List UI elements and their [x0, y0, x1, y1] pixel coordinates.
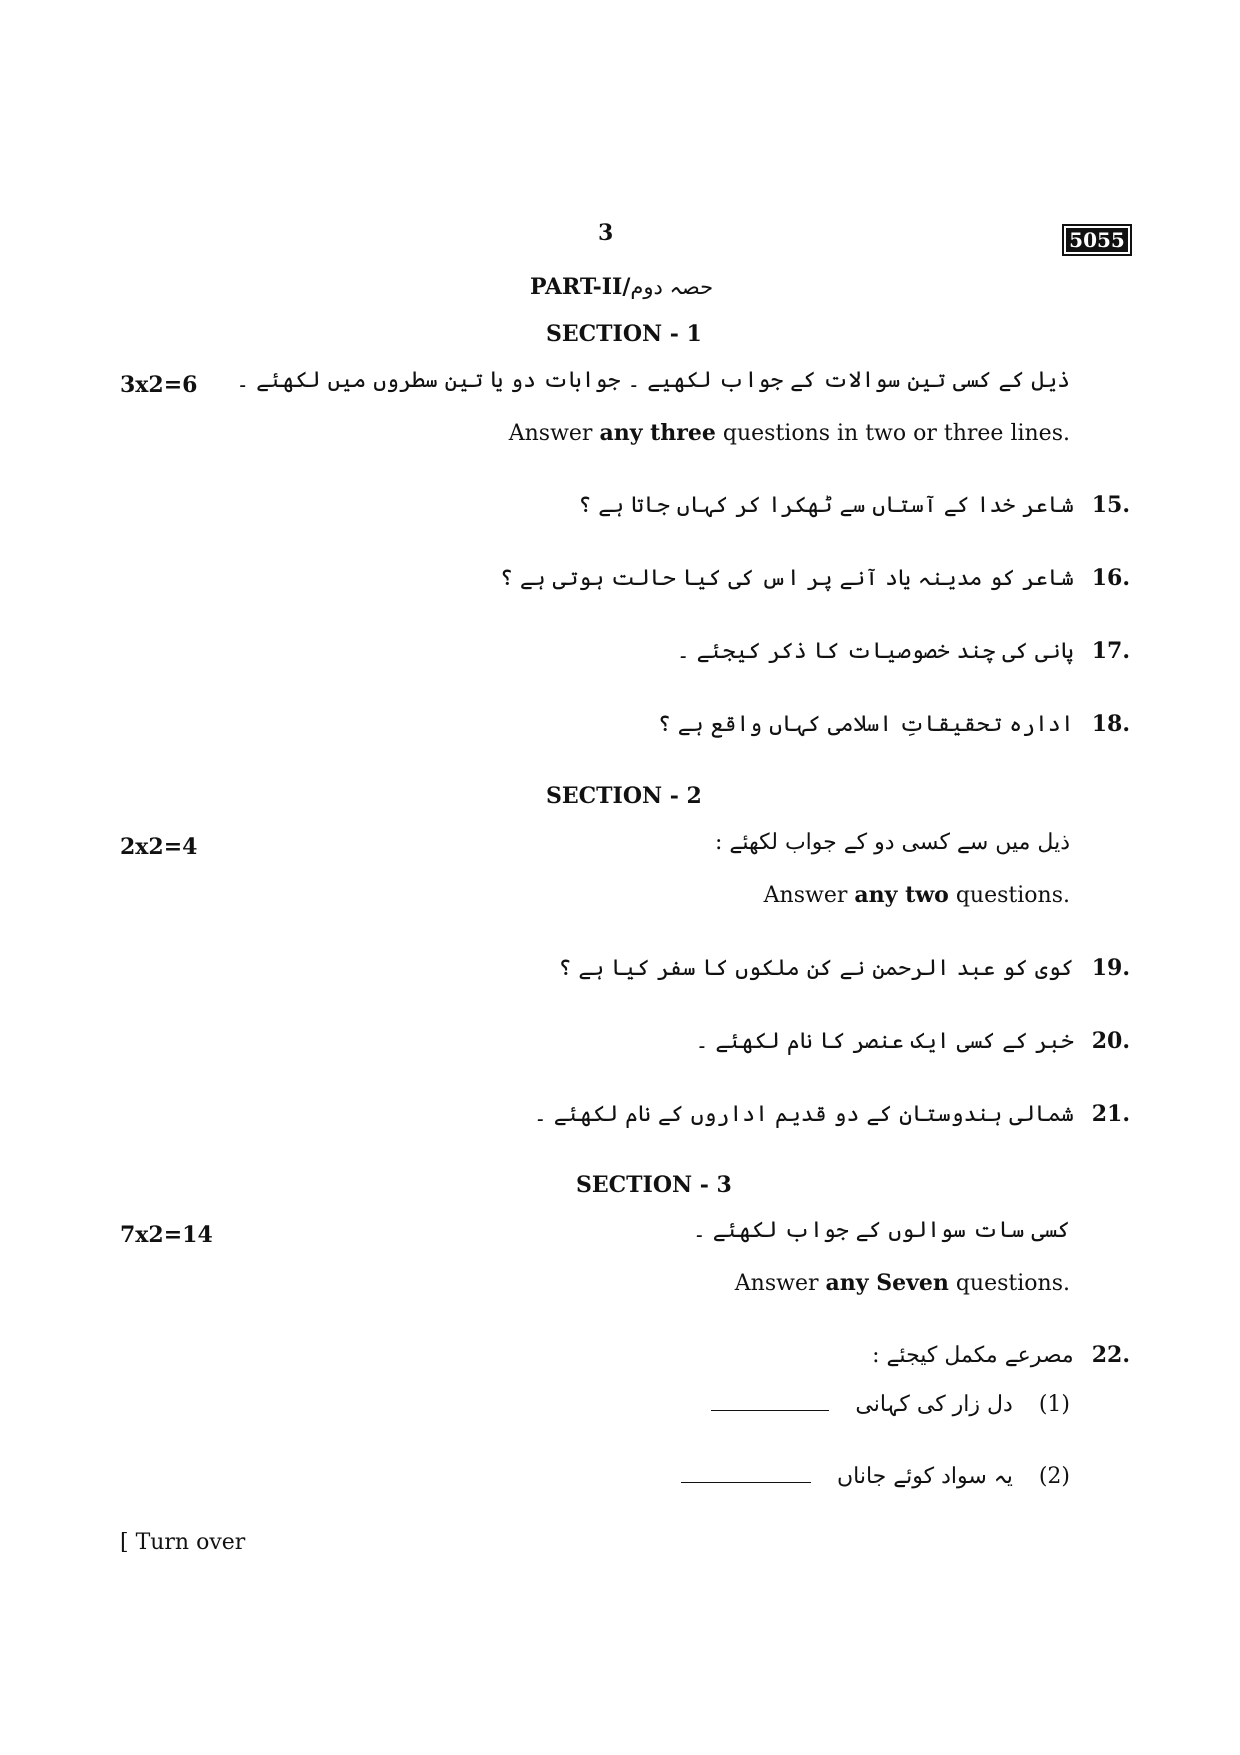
part-label-en: PART-II/ [530, 274, 631, 300]
question-number: 15. [1091, 492, 1130, 518]
instr-bold: any Seven [825, 1270, 949, 1296]
question-number: 19. [1091, 955, 1130, 981]
instr-pre: Answer [734, 1271, 826, 1296]
sub-question-1 [711, 1392, 1070, 1417]
question-19 [559, 955, 1131, 981]
section-3-marks: 7x2=14 [120, 1222, 213, 1248]
question-20 [696, 1028, 1131, 1054]
part-title [530, 274, 713, 300]
question-16 [500, 565, 1130, 591]
section-1-marks: 3x2=6 [120, 372, 198, 398]
section-2-instruction-ur: ذیل میں سے کسی دو کے جواب لکھئے : [715, 830, 1070, 855]
instr-post: questions in two or three lines. [715, 421, 1070, 446]
section-3-instruction-en [735, 1270, 1070, 1296]
part-label-ur: حصہ دوم [630, 275, 714, 299]
question-15 [578, 492, 1130, 518]
instr-bold: any two [854, 882, 949, 908]
question-text: خبر کے کسی ایک عنصر کا نام لکھئے ۔ [695, 1029, 1074, 1054]
question-number: 20. [1091, 1028, 1130, 1054]
question-21 [534, 1101, 1130, 1127]
section-2-marks: 2x2=4 [120, 834, 198, 860]
instr-post: questions. [948, 1271, 1070, 1296]
section-1-instruction-en [509, 420, 1070, 446]
section-3-instruction-ur: کسی سات سوالوں کے جواب لکھئے ۔ [692, 1218, 1070, 1243]
question-number: 16. [1091, 565, 1130, 591]
instr-bold: any three [599, 420, 716, 446]
question-number: 22. [1091, 1342, 1130, 1368]
sub-question-text: دل زار کی کہانی [855, 1392, 1013, 1417]
question-17 [677, 638, 1130, 664]
question-text: کوی کو عبد الرحمن نے کن ملکوں کا سفر کیا ہے ؟ [558, 956, 1074, 981]
sub-question-2 [681, 1464, 1070, 1489]
question-text: شاعر خدا کے آستاں سے ٹھکرا کر کہاں جاتا ہے ؟ [578, 493, 1074, 518]
page-number: 3 [598, 220, 614, 246]
answer-blank[interactable] [711, 1410, 829, 1411]
section-2-title: SECTION - 2 [546, 783, 702, 809]
answer-blank[interactable] [681, 1482, 811, 1483]
section-1-title: SECTION - 1 [546, 321, 702, 347]
sub-question-number: (1) [1038, 1392, 1070, 1417]
turn-over-note: [ Turn over [120, 1530, 246, 1555]
question-text: شمالی ہندوستان کے دو قدیم اداروں کے نام لکھئے ۔ [533, 1102, 1074, 1127]
paper-code-badge: 5055 [1062, 224, 1132, 256]
question-text: شاعر کو مدینہ یاد آنے پر اس کی کیا حالت ہوتی ہے ؟ [499, 566, 1074, 591]
question-text: ادارہ تحقیقاتِ اسلامی کہاں واقع ہے ؟ [657, 712, 1074, 737]
section-1-instruction-ur: ذیل کے کسی تین سوالات کے جواب لکھیے ۔ جوابات دو یا تین سطروں میں لکھئے ۔ [236, 368, 1070, 393]
sub-question-text: یہ سواد کوئے جاناں [836, 1464, 1013, 1489]
instr-pre: Answer [763, 883, 855, 908]
question-text: پانی کی چند خصوصیات کا ذکر کیجئے ۔ [676, 639, 1074, 664]
question-18 [658, 711, 1130, 737]
question-22 [872, 1342, 1130, 1368]
question-number: 18. [1091, 711, 1130, 737]
question-text: مصرعے مکمل کیجئے : [872, 1343, 1074, 1368]
section-2-instruction-en [764, 882, 1070, 908]
question-number: 21. [1091, 1101, 1130, 1127]
instr-post: questions. [948, 883, 1070, 908]
sub-question-number: (2) [1038, 1464, 1070, 1489]
section-3-title: SECTION - 3 [576, 1172, 732, 1198]
question-number: 17. [1091, 638, 1130, 664]
instr-pre: Answer [508, 421, 600, 446]
